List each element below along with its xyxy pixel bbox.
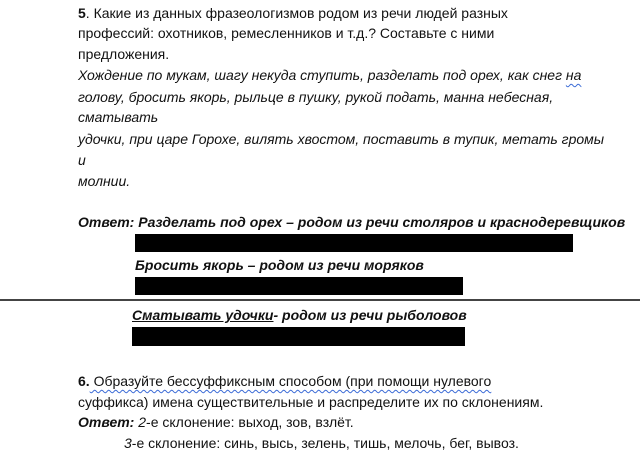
q6-prompt-line1: 6. Образуйте бессуффиксным способом (при помощи нулевого (78, 373, 492, 389)
q5-prompt-line1: 5. Какие из данных фразеологизмов родом из речи людей разных (78, 5, 508, 21)
q5-prompt-line3: предложения. (78, 46, 170, 62)
q5-answer-label: Ответ: (78, 214, 135, 230)
q6-prompt-line2: суффикса) имена существительные и распределите их по склонениям. (78, 394, 544, 410)
q6-answer-label: Ответ: (78, 414, 135, 430)
q6-number: 6. (78, 373, 90, 389)
redaction-bar (135, 277, 463, 295)
q5-list-line2: голову, бросить якорь, рыльце в пушку, рукой подать, манна небесная, (78, 89, 554, 105)
q5-answer1: Ответ: Разделать под орех – родом из речи столяров и краснодеревщиков (78, 214, 626, 230)
q5-number: 5 (78, 5, 86, 21)
redaction-bar (132, 327, 465, 346)
q5-list-line1: Хождение по мукам, шагу некуда ступить, разделать под орех, как снег на (78, 67, 582, 83)
q5-prompt-line2: профессий: охотников, ремесленников и т.д.? Составьте с ними (78, 25, 495, 41)
q5-list-line3: сматывать (78, 109, 159, 125)
q5-answer2: Бросить якорь – родом из речи моряков (135, 257, 424, 273)
redaction-bar (135, 234, 573, 252)
q5-list-line6: молнии. (78, 173, 131, 189)
page-divider (0, 299, 640, 301)
q6-answer1: Ответ: 2-е склонение: выход, зов, взлёт. (78, 414, 354, 430)
q5-list-line4: удочки, при царе Горохе, вилять хвостом, поставить в тупик, метать громы (78, 131, 605, 147)
q5-list-line5: и (78, 152, 86, 168)
q6-answer2: 3-е склонение: синь, высь, зелень, тишь, мелочь, бег, вывоз. (124, 435, 519, 451)
q5-answer3: Сматывать удочки- родом из речи рыболовов (132, 307, 467, 323)
